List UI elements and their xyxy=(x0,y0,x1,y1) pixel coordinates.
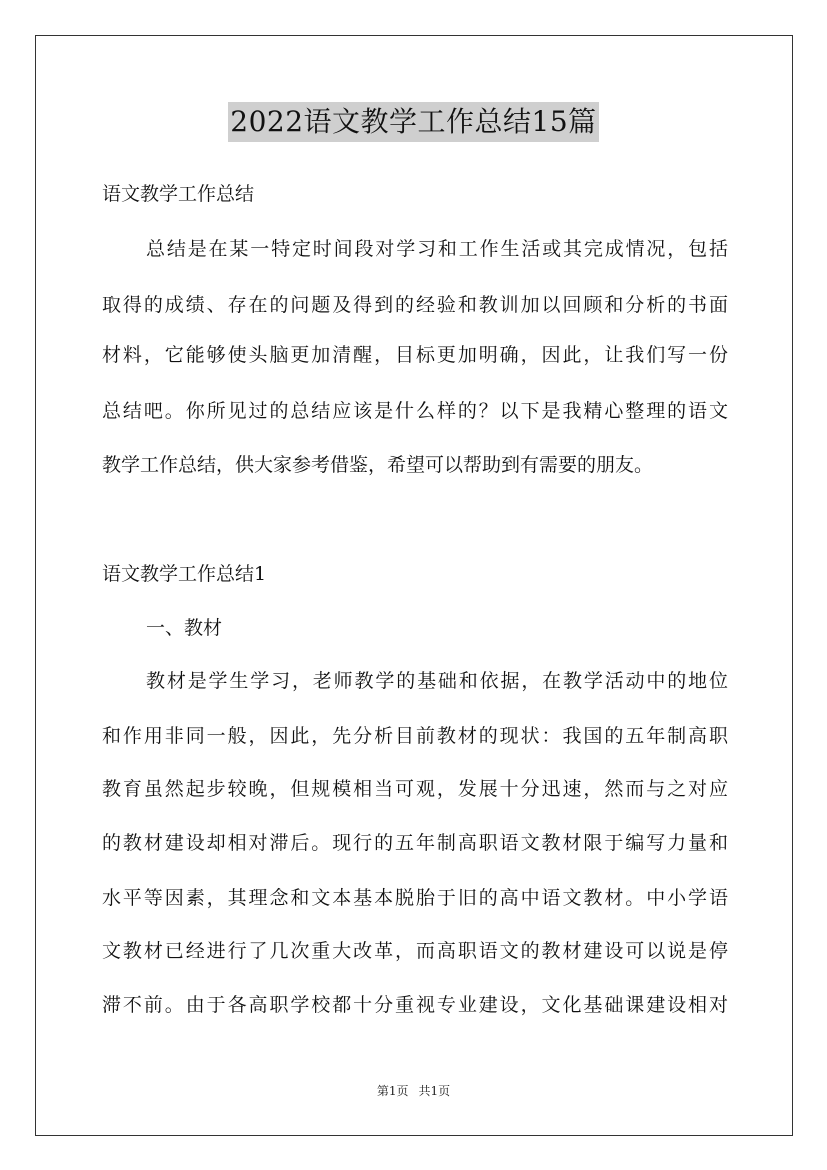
page-total: 共1页 xyxy=(418,1084,451,1098)
intro-heading: 语文教学工作总结 xyxy=(102,183,255,205)
page-footer xyxy=(0,1083,827,1099)
section1-paragraph-line: 和作用非同一般，因此，先分析目前教材的现状：我国的五年制高职 xyxy=(102,725,728,747)
title-container xyxy=(0,102,827,142)
document-title: 2022语文教学工作总结15篇 xyxy=(228,102,598,142)
section1-paragraph-line: 教材是学生学习，老师教学的基础和依据，在教学活动中的地位 xyxy=(146,670,728,692)
intro-paragraph-line: 教学工作总结，供大家参考借鉴，希望可以帮助到有需要的朋友。 xyxy=(102,454,654,476)
section1-subheading: 一、教材 xyxy=(146,617,223,639)
section1-paragraph-line: 的教材建设却相对滞后。现行的五年制高职语文教材限于编写力量和 xyxy=(102,832,728,854)
section1-paragraph-line: 教育虽然起步较晚，但规模相当可观，发展十分迅速，然而与之对应 xyxy=(102,778,728,800)
page-number: 第1页 xyxy=(376,1084,409,1098)
intro-paragraph-line: 取得的成绩、存在的问题及得到的经验和教训加以回顾和分析的书面 xyxy=(102,294,728,316)
intro-paragraph-line: 总结吧。你所见过的总结应该是什么样的？以下是我精心整理的语文 xyxy=(102,400,728,422)
intro-paragraph-line: 材料，它能够使头脑更加清醒，目标更加明确，因此，让我们写一份 xyxy=(102,344,728,366)
section1-paragraph-line: 水平等因素，其理念和文本基本脱胎于旧的高中语文教材。中小学语 xyxy=(102,887,728,909)
section1-paragraph-line: 滞不前。由于各高职学校都十分重视专业建设，文化基础课建设相对 xyxy=(102,994,728,1016)
intro-paragraph-line: 总结是在某一特定时间段对学习和工作生活或其完成情况，包括 xyxy=(146,238,728,260)
section1-paragraph-line: 文教材已经进行了几次重大改革，而高职语文的教材建设可以说是停 xyxy=(102,940,728,962)
section1-heading: 语文教学工作总结1 xyxy=(102,563,267,585)
